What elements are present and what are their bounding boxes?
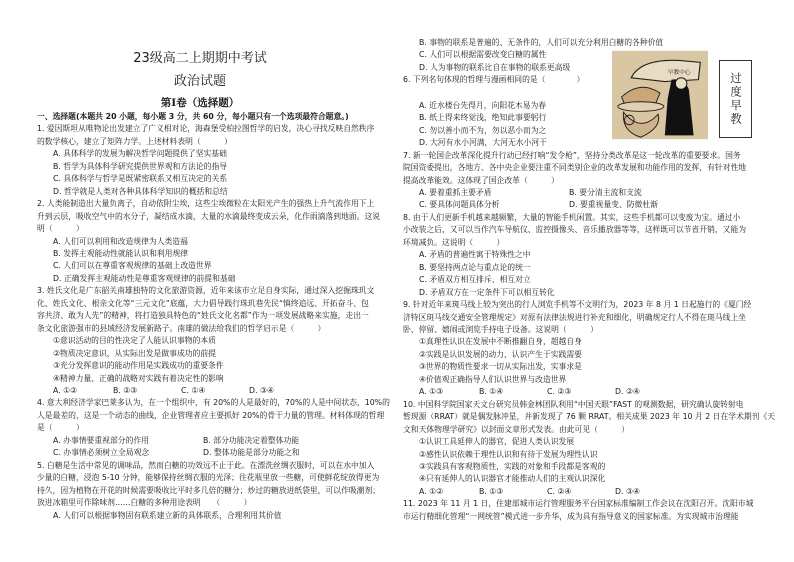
- question-text-line: 6. 下列名句体现的哲理与漫画相同的是（ ）: [403, 75, 585, 85]
- option-line: C. 人们可以根据需要改变白糖的属性: [419, 50, 547, 60]
- question-text-line: 放进冰箱里可作除味剂……白糖的多种用途表明 （ ）: [37, 498, 252, 508]
- answer-option: A. ①②: [419, 486, 444, 496]
- question-text-line: 化、姓氏文化、根亲文化等“三元文化”底蕴，大力倡导践行珠玑巷先民“慎终追远、开拓奋斗、包: [37, 298, 369, 308]
- option-line: A. 矛盾的普遍性寓于特殊性之中: [419, 250, 531, 260]
- question-text-line: 明（ ）: [37, 224, 84, 234]
- option-line: ②感性认识依赖于理性认识和有待于发展为理性认识: [419, 449, 598, 459]
- question-text-line: 环境减负。这说明（ ）: [403, 237, 505, 247]
- answer-option: D. ③④: [249, 385, 274, 395]
- option-line: C. 矛盾双方相互排斥、相互对立: [419, 275, 531, 285]
- option-line: ②物质决定意识，从实际出发是做事成功的前提: [53, 348, 216, 358]
- question-text-line: 暂现源（RRAT）就是偶发脉冲星，并新发现了 76 颗 RRAT。相关成果 2023 年 10 月 2 日在学术期刊《天: [403, 412, 776, 422]
- question-text-line: 容共济、敢为人先”的精神，将打造独具特色的“姓氏文化名都”作为一项发展战略来实施，走出一: [37, 311, 369, 321]
- answer-option: C. 办事情必须树立全局观念: [53, 448, 150, 458]
- question-text-line: 升到云层，吸收空气中的水分子，凝结成水滴，大量的水滴最终变成云朵，化作雨滴落到地面。这说: [37, 211, 381, 221]
- question-text-line: 院国资委提出，各地方、各中央企业要注重不同类别企业的改革发展和功能作用的发挥，有针对性地: [403, 163, 747, 173]
- answer-options-row: [37, 435, 395, 447]
- exam-subject: 政治试题: [173, 74, 226, 89]
- option-line: C. 具体科学与哲学是既紧密联系又相互决定的关系: [53, 174, 228, 184]
- answer-option: A. ①③: [419, 387, 444, 397]
- question-text-line: 3. 姓氏文化是广东韶关南雄独特的文化旅游资源，近年来该市立足自身实际，通过深入挖掘珠玑文: [37, 286, 375, 296]
- option-line: ④精神力量、正确的战略对实践有着决定性的影响: [53, 373, 224, 383]
- option-line: B. 发挥主观能动性就能认识和利用规律: [53, 248, 189, 258]
- answer-option: A. 要着重抓主要矛盾: [419, 187, 492, 197]
- answer-options-row: [37, 385, 395, 397]
- option-line: B. 纸上得来终觉浅，绝知此事要躬行: [419, 113, 547, 123]
- option-line: B. 事物的联系是普遍的、无条件的，人们可以充分利用白糖的各种价值: [419, 38, 664, 47]
- part-heading: 第Ⅰ卷（选择题）: [160, 97, 240, 109]
- answer-options-row: [403, 486, 789, 498]
- option-line: C. 人们可以在尊重客观规律的基础上改造世界: [53, 261, 212, 271]
- question-text-line: 卧、停留、嬉闹或浏览手持电子设备。这说明（ ）: [403, 324, 598, 334]
- question-text-line: 小改装之后，又可以当作汽车导航仪、监控摄像头、音乐播放器等等，这样既可以节省开销，又能为: [403, 225, 747, 235]
- question-text-line: 提高改革能效。这体现了国企改革（ ）: [403, 175, 559, 185]
- question-text-line: 11. 2023 年 11 月 1 日，住建部城市运行管理服务平台国家标准编制工作会议在沈阳召开。沈阳市城: [403, 499, 754, 509]
- option-line: D. 人为事物的联系比自在事物的联系更高级: [419, 62, 571, 72]
- answer-option: D. ②④: [615, 387, 640, 397]
- cartoon-caption-box: 过度早教: [719, 60, 752, 138]
- question-text-line: 5. 白糖是生活中常见的调味品，然而白糖的功效远不止于此。在漂洗丝绸衣服时，可以在水中加入: [37, 460, 375, 470]
- question-text-line: 是（ ）: [37, 423, 84, 433]
- option-line: ④价值观正确指导人们认识世界与改造世界: [419, 374, 567, 384]
- answer-option: B. ②③: [113, 385, 138, 395]
- question-text-line: 少量的白糖，浸泡 5-10 分钟，能够保持丝绸衣服的光泽；往花瓶里放一些糖，可使鲜花绽放得更为: [37, 473, 380, 483]
- answer-option: D. 要重视量变、防微杜渐: [569, 200, 658, 210]
- option-line: ③世界的物质性要求一切从实际出发，实事求是: [419, 362, 582, 372]
- exam-title: 23级高二上期期中考试: [133, 51, 267, 66]
- option-line: A. 人们可以利用和改造规律为人类造福: [53, 236, 188, 246]
- option-line: C. 勿以善小而不为，勿以恶小而为之: [419, 125, 547, 135]
- question-text-line: 文和天体物理学研究》以封面文章形式发表。由此可见（ ）: [403, 424, 630, 434]
- section-instruction: 一、选择题(本题共 20 小题，每小题 3 分，共 60 分，每小题只有一个选项最符合题意。): [37, 112, 349, 121]
- option-line: A. 具体科学的发展为解决哲学问题提供了坚实基础: [53, 149, 227, 159]
- question-text-line: 市运行精细化管理“一网统管”模式进一步升华，成为具有指导意义的国家标准。为实现城市治理能: [403, 511, 739, 521]
- question-text-line: 持久，因为植物在开花的时候需要吸收比平时多几倍的糖分；炒过的糖放进纸袋里，可以作吸潮剂；: [37, 485, 381, 495]
- answer-option: C. ②④: [547, 486, 572, 496]
- question-text-line: 济特区斑马线交通安全管理规定》对原有法律法规进行补充和细化，明确规定行人不得在斑马线上坐: [403, 312, 747, 322]
- question-text-line: 10. 中国科学院国家天文台研究员韩金林团队利用“中国天眼”FAST 的观测数据，研究确认旋转射电: [403, 399, 744, 409]
- question-text-line: 4. 意大利经济学家巴莱多认为，在一个组织中，有 20%的人是最好的，70%的人是中间状态，10%的: [37, 398, 390, 408]
- answer-option: B. 要分清主流和支流: [569, 187, 642, 197]
- answer-option: D. 整体功能是部分功能之和: [203, 448, 300, 458]
- option-line: D. 矛盾双方在一定条件下可以相互转化: [419, 287, 555, 297]
- question-text-line: 条文化旅游强市的县域经济发展新路子。南雄的做法给我们的哲学启示是（ ）: [37, 323, 326, 333]
- option-line: ③充分发挥意识的能动作用是实践成功的重要条件: [53, 361, 224, 371]
- option-line: A. 人们可以根据事物固有联系建立新的具体联系，合理利用其价值: [53, 510, 282, 520]
- option-line: ①意识活动的目的性决定了人能认识事物的本质: [53, 336, 216, 346]
- question-text-line: 的数学核心，建立了矩阵力学。上述材料表明（ ）: [37, 136, 232, 146]
- answer-options-row: [403, 199, 789, 211]
- option-line: A. 近水楼台先得月，向阳花木易为春: [419, 100, 547, 110]
- answer-option: B. ①③: [479, 486, 504, 496]
- answer-option: C. ①④: [181, 385, 206, 395]
- option-line: ②实践是认识发展的动力，认识产生于实践需要: [419, 349, 582, 359]
- answer-options-row: [37, 447, 395, 459]
- question-text-line: 9. 针对近年来斑马线上较为突出的行人浏览手机等不文明行为，2023 年 8 月 1 日起施行的《厦门经: [403, 300, 752, 310]
- question-text-line: 7. 新一轮国企改革深化提升行动已经打响“发令枪”，坚持分类改革是这一轮改革的重要要求。国务: [403, 150, 741, 160]
- answer-option: B. ①④: [479, 387, 504, 397]
- option-line: ①认识工具延伸人的器官，促进人类认识发展: [419, 437, 575, 447]
- answer-option: C. 要具体问题具体分析: [419, 200, 500, 210]
- answer-option: A. 办事情要重视部分的作用: [53, 435, 149, 445]
- cartoon-illustration: [612, 50, 708, 140]
- option-line: ③实践具有客观物质性，实践的对象和手段都是客观的: [419, 461, 606, 471]
- option-line: D. 大河有水小河满，大河无水小河干: [419, 138, 547, 148]
- left-column: [37, 111, 395, 522]
- answer-option: B. 部分功能决定着整体功能: [203, 435, 300, 445]
- cartoon-banner-text: 早教中心: [667, 69, 691, 76]
- question-text-line: 2. 人类能制造出大量负离子，自动依附尘埃，这些尘埃微粒在太阳光产生的强热上升气流作用下上: [37, 199, 375, 209]
- option-line: B. 要坚持两点论与重点论的统一: [419, 262, 531, 272]
- question-text-line: 1. 爱因斯坦从唯物论出发建立了广义相对论，海森堡受柏拉图哲学的启发，决心寻找反映自然秩序: [37, 124, 375, 134]
- option-line: D. 正确发挥主观能动性是尊重客观规律的前提和基础: [53, 273, 236, 283]
- answer-options-row: [403, 386, 789, 398]
- answer-option: D. ③④: [615, 486, 640, 496]
- question-text-line: 人是最差的，这是一个动态的曲线，企业管理者应主要抓好 20%的骨干力量的管理。材料体现的哲理: [37, 410, 385, 420]
- question-text-line: 8. 由于人们更新手机越来越频繁，大量的智能手机闲置。其实，这些手机都可以变废为宝。通过小: [403, 212, 741, 222]
- option-line: B. 哲学为具体科学研究提供世界观和方法论的指导: [53, 161, 228, 171]
- answer-options-row: [403, 187, 789, 199]
- option-line: D. 哲学就是人类对各种具体科学知识的概括和总结: [53, 186, 228, 196]
- option-line: ①真理性认识在发展中不断推翻自身，超越自身: [419, 337, 582, 347]
- answer-option: A. ①②: [53, 385, 78, 395]
- answer-option: C. ②③: [547, 387, 572, 397]
- option-line: ④只有延伸人的认识器官才能推动人们的主观认识深化: [419, 474, 606, 484]
